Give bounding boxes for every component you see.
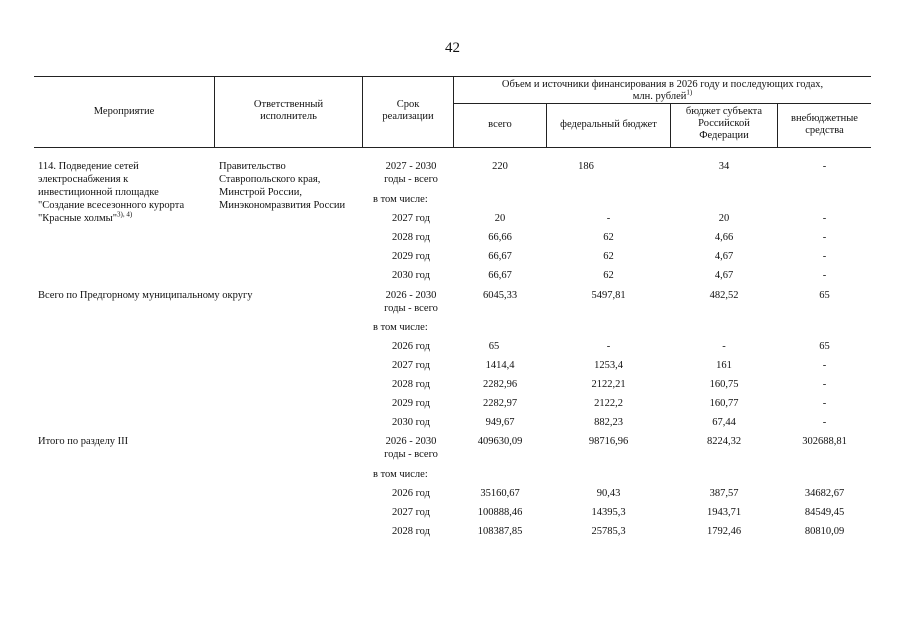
including-label: в том числе:	[373, 469, 428, 480]
term-line1: 2026 - 2030	[385, 290, 437, 301]
term-line2: годы - всего	[384, 449, 438, 460]
row-total: 65	[488, 341, 500, 352]
term-line2: годы - всего	[384, 174, 438, 185]
row-federal: 2122,2	[594, 398, 623, 409]
row-total: 1414,4	[485, 360, 515, 371]
row-year: 2029 год	[392, 251, 430, 262]
predgorny-title: Всего по Предгорному муниципальному округу	[38, 290, 253, 301]
row-year: 2028 год	[392, 232, 430, 243]
row-federal: 1253,4	[594, 360, 623, 371]
row-year: 2027 год	[392, 507, 430, 518]
value-extra: 302688,81	[802, 436, 847, 447]
header-funding-line1: Объем и источники финансирования в 2026 году и последующих годах,	[501, 79, 824, 90]
row-extra: -	[822, 232, 827, 243]
row-extra: -	[822, 417, 827, 428]
row-regional: 4,67	[714, 270, 734, 281]
term-total	[363, 435, 459, 461]
row-extra: -	[822, 251, 827, 262]
executor-line: Минстрой России,	[219, 187, 302, 198]
value-federal: 186	[578, 161, 594, 172]
header-total: всего	[488, 119, 512, 130]
value-federal: 98716,96	[588, 436, 629, 447]
row-year: 2027 год	[392, 360, 430, 371]
row-extra: -	[822, 360, 827, 371]
row-regional: 1792,46	[706, 526, 742, 537]
event-line: 114. Подведение сетей	[38, 161, 139, 172]
value-extra: -	[822, 161, 827, 172]
header-event: Мероприятие	[93, 106, 155, 117]
row-regional: 387,57	[709, 488, 739, 499]
value-total: 220	[492, 161, 508, 172]
event-footnote: 3), 4)	[117, 210, 133, 219]
header-regional-line2: Российской	[698, 118, 750, 129]
executor-line: Ставропольского края,	[219, 174, 321, 185]
header-term-line1: Срок	[396, 99, 420, 110]
row-regional: 20	[718, 213, 730, 224]
row-total: 66,67	[488, 270, 512, 281]
row-total: 35160,67	[480, 488, 520, 499]
term-line1: 2027 - 2030	[385, 161, 437, 172]
value-total: 409630,09	[477, 436, 523, 447]
row-federal: 25785,3	[591, 526, 626, 537]
header-funding-line2	[454, 88, 871, 103]
term-total	[363, 289, 459, 315]
value-regional: 34	[718, 161, 730, 172]
row-federal: 90,43	[596, 488, 621, 499]
event-line	[38, 212, 184, 225]
section-iii-title: Итого по разделу III	[38, 436, 129, 447]
row-regional: 161	[716, 360, 732, 371]
row-regional: 160,77	[709, 398, 739, 409]
row-regional: 4,67	[714, 251, 734, 262]
header-extra-line2: средства	[805, 125, 844, 136]
term-total	[363, 160, 459, 186]
event-114-description	[38, 160, 184, 225]
row-extra: 34682,67	[804, 488, 845, 499]
row-year: 2028 год	[392, 526, 430, 537]
value-regional: 482,52	[709, 290, 739, 301]
value-total: 6045,33	[482, 290, 518, 301]
header-extra-line1: внебюджетные	[791, 113, 858, 124]
header-executor	[215, 99, 362, 123]
row-total: 20	[494, 213, 506, 224]
row-federal: 882,23	[594, 417, 623, 428]
header-extrabudget	[778, 113, 871, 137]
row-total: 66,67	[488, 251, 512, 262]
header-funding-title	[454, 79, 871, 103]
value-regional: 8224,32	[706, 436, 742, 447]
event-114-executors	[219, 160, 345, 212]
term-line1: 2026 - 2030	[385, 436, 437, 447]
row-federal: 14395,3	[591, 507, 626, 518]
header-federal: федеральный бюджет	[560, 119, 657, 130]
row-federal: 2122,21	[591, 379, 626, 390]
row-total: 66,66	[488, 232, 512, 243]
page-number: 42	[445, 40, 460, 56]
row-extra: 65	[819, 341, 830, 352]
event-line-text: "Красные холмы"	[38, 213, 118, 224]
row-year: 2026 год	[392, 341, 430, 352]
value-extra: 65	[819, 290, 830, 301]
row-year: 2027 год	[392, 213, 430, 224]
event-line: "Создание всесезонного курорта	[38, 200, 185, 211]
header-regional	[671, 106, 777, 142]
row-regional: 4,66	[714, 232, 734, 243]
executor-line: Минэкономразвития России	[219, 200, 346, 211]
row-extra: -	[822, 270, 827, 281]
header-term	[363, 99, 453, 123]
row-federal: 62	[603, 270, 614, 281]
row-year: 2029 год	[392, 398, 430, 409]
row-regional: 1943,71	[706, 507, 742, 518]
row-extra: -	[822, 398, 827, 409]
term-line2: годы - всего	[384, 303, 438, 314]
row-regional: 160,75	[709, 379, 739, 390]
row-regional: -	[722, 341, 726, 352]
row-extra: -	[822, 379, 827, 390]
row-total: 108387,85	[477, 526, 523, 537]
row-extra: -	[822, 213, 827, 224]
row-total: 949,67	[485, 417, 515, 428]
row-extra: 80810,09	[804, 526, 845, 537]
header-executor-line2: исполнитель	[260, 111, 317, 122]
row-year: 2026 год	[392, 488, 430, 499]
row-federal: 62	[603, 251, 614, 262]
event-line: инвестиционной площадке	[38, 187, 159, 198]
value-federal: 5497,81	[591, 290, 626, 301]
row-total: 2282,96	[482, 379, 518, 390]
executor-line: Правительство	[219, 161, 286, 172]
header-executor-line1: Ответственный	[253, 99, 324, 110]
header-funding-unit: млн. рублей	[632, 91, 687, 102]
event-line: электроснабжения к	[38, 174, 129, 185]
header-regional-line1: бюджет субъекта	[685, 106, 763, 117]
header-sub-rule	[453, 103, 871, 104]
including-label: в том числе:	[373, 194, 428, 205]
row-total: 100888,46	[477, 507, 523, 518]
row-extra: 84549,45	[804, 507, 845, 518]
header-term-line2: реализации	[382, 111, 434, 122]
row-regional: 67,44	[712, 417, 736, 428]
row-year: 2030 год	[392, 417, 430, 428]
row-federal: -	[606, 341, 611, 352]
header-regional-line3: Федерации	[699, 130, 749, 141]
including-label: в том числе:	[373, 322, 428, 333]
row-year: 2030 год	[392, 270, 430, 281]
row-total: 2282,97	[482, 398, 518, 409]
row-federal: -	[606, 213, 611, 224]
row-year: 2028 год	[392, 379, 430, 390]
header-funding-footnote: 1)	[686, 88, 693, 97]
row-federal: 62	[603, 232, 614, 243]
